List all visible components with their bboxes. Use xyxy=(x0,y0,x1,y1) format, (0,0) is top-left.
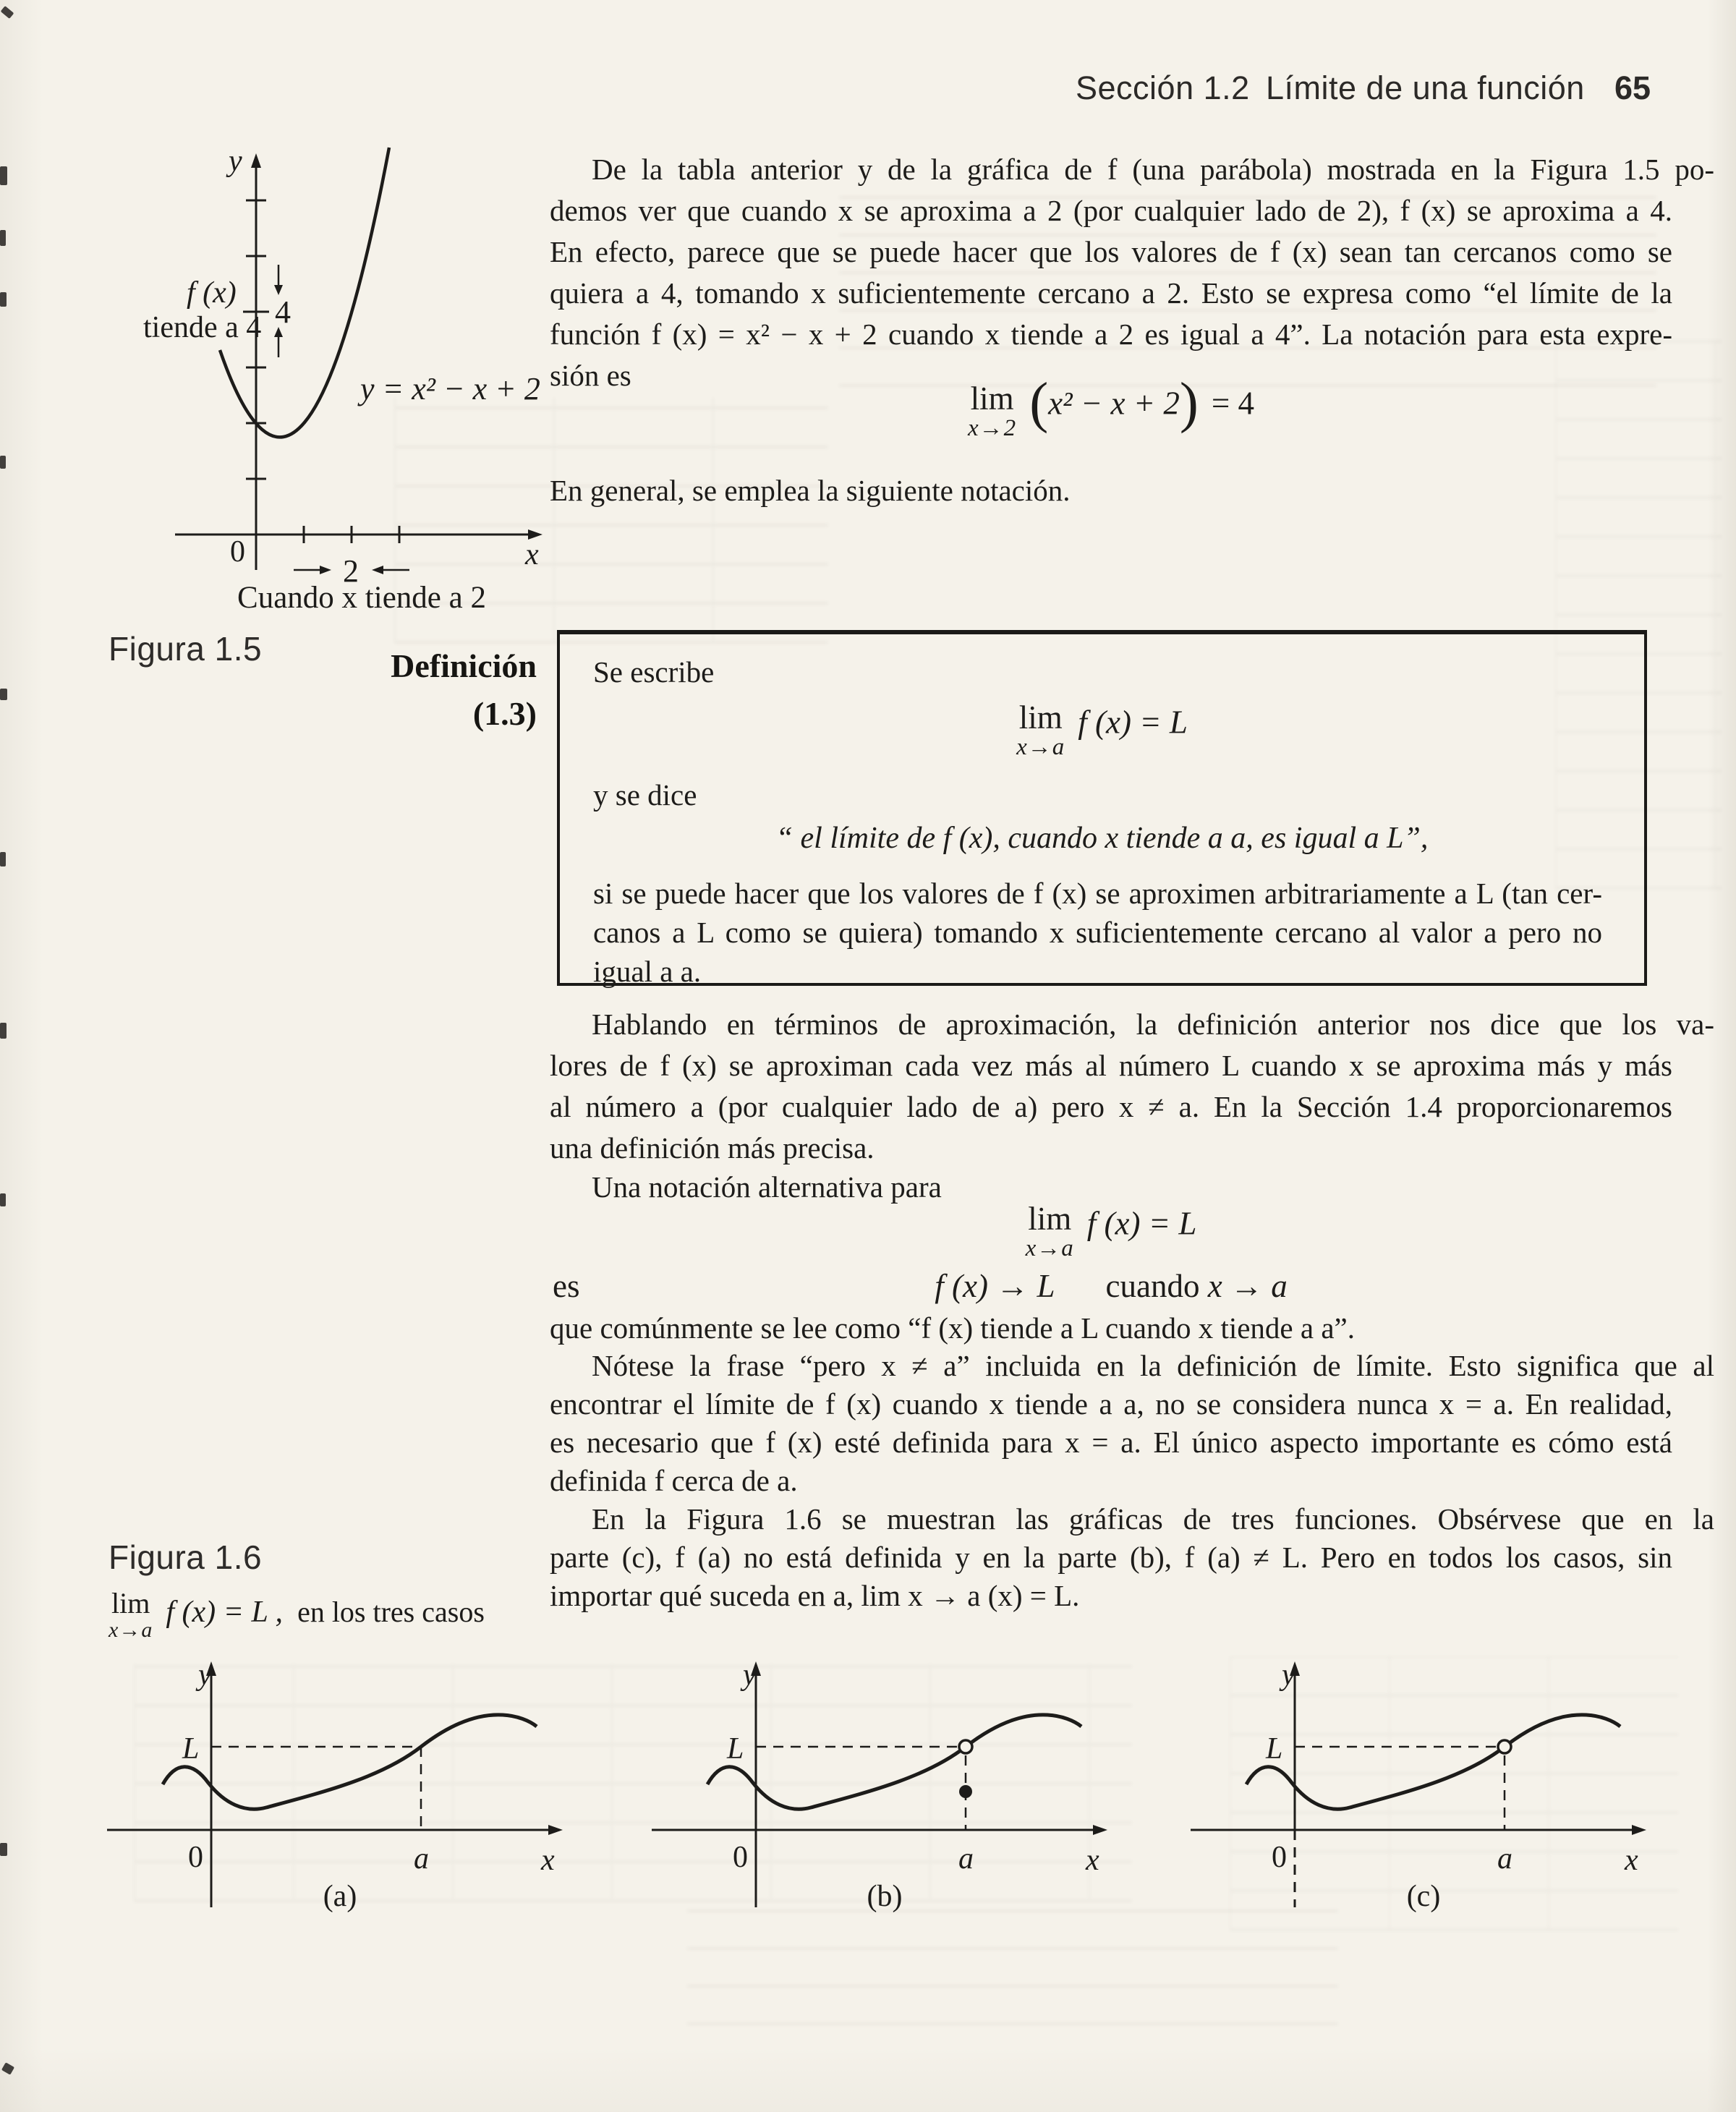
scan-artifact xyxy=(0,689,7,700)
lim-operator: lim x→a xyxy=(1016,699,1065,760)
equation-arrow-notation: es f (x) → L cuando x → a xyxy=(553,1268,1288,1304)
scan-artifact xyxy=(0,456,6,469)
page-number: 65 xyxy=(1614,69,1651,106)
definition-line: Se escribe xyxy=(593,655,715,689)
fig15-label: Figura 1.5 xyxy=(109,630,263,668)
graph-x-label: x xyxy=(1086,1844,1099,1877)
equation-limit-parabola: lim x→2 (x² − x + 2) = 4 xyxy=(968,370,1254,441)
graph-x-label: x xyxy=(1625,1844,1638,1877)
fig16-caption: lim x→a f (x) = L , en los tres casos xyxy=(109,1587,485,1642)
definition-body-line: si se puede hacer que los valores de f (x) se aproximen arbitrariamente a L (tan cer- xyxy=(593,877,1602,910)
paragraph-line: Una notación alternativa para xyxy=(592,1170,942,1204)
paragraph-line: que comúnmente se lee como “f (x) tiende a L cuando x tiende a a”. xyxy=(550,1311,1355,1345)
graph-y-label: y xyxy=(743,1658,757,1692)
graph-origin-label: 0 xyxy=(1272,1841,1287,1874)
open-point xyxy=(959,1740,972,1753)
fig16-graph-b xyxy=(639,1653,1131,1942)
paragraph-line: De la tabla anterior y de la gráfica de f (una parábola) mostrada en la Figura 1.5 po- xyxy=(592,153,1714,186)
paragraph-line: En la Figura 1.6 se muestran las gráficas de tres funciones. Obsérvese que en la xyxy=(592,1502,1714,1536)
fig16-graph-c xyxy=(1178,1653,1669,1942)
graph-a-label: a xyxy=(958,1842,974,1875)
paragraph-line: lores de f (x) se aproximan cada vez más al número L cuando x se aproxima más y más xyxy=(550,1049,1672,1082)
fig15-origin-label: 0 xyxy=(230,535,245,569)
fig16-graph-a xyxy=(94,1653,586,1942)
fig15-four-label: 4 xyxy=(275,294,291,330)
paragraph-line: Nótese la frase “pero x ≠ a” incluida en la definición de límite. Esto significa que al xyxy=(592,1349,1714,1382)
paragraph-line: al número a (por cualquier lado de a) pero x ≠ a. En la Sección 1.4 proporcionaremos xyxy=(550,1090,1672,1123)
definition-body-line: canos a L como se quiera) tomando x suficientemente cercano al valor a pero no xyxy=(593,916,1602,949)
definition-quote: “ el límite de f (x), cuando x tiende a a, es igual a L”, xyxy=(775,822,1429,855)
graph-x-label: x xyxy=(541,1844,555,1877)
paragraph-line: una definición más precisa. xyxy=(550,1131,875,1164)
paragraph-line: definida f cerca de a. xyxy=(550,1464,798,1497)
scan-artifact xyxy=(0,1023,7,1039)
definition-number: (1.3) xyxy=(472,695,537,732)
fig16-graph-b-caption: (b) xyxy=(867,1880,903,1913)
scan-artifact xyxy=(0,292,7,307)
figure-1-5-plot xyxy=(94,101,600,608)
paragraph-line: parte (c), f (a) no está definida y en la parte (b), f (a) ≠ L. Pero en todos los casos, sin xyxy=(550,1541,1672,1574)
section-title: Límite de una función xyxy=(1266,69,1585,106)
fig15-caption: Cuando x tiende a 2 xyxy=(237,581,486,615)
lim-operator: lim x→a xyxy=(109,1587,153,1642)
definition-box xyxy=(557,630,1647,986)
fig15-two-label: 2 xyxy=(343,553,359,589)
scan-artifact xyxy=(0,1193,6,1206)
paragraph-line: sión es xyxy=(550,359,631,392)
scan-artifact xyxy=(0,852,6,866)
right-paren: ) xyxy=(1179,370,1199,434)
filled-point xyxy=(959,1785,972,1798)
graph-origin-label: 0 xyxy=(188,1841,203,1874)
paragraph-line: quiera a 4, tomando x suficientemente cercano a 2. Esto se expresa como “el límite de la xyxy=(550,276,1672,310)
scan-artifact xyxy=(0,1843,7,1856)
scan-artifact xyxy=(0,166,7,185)
fig15-y-axis-label: y xyxy=(229,145,242,178)
graph-L-label: L xyxy=(182,1732,200,1766)
lim-operator: lim x→a xyxy=(1025,1201,1074,1261)
paragraph-line: encontrar el límite de f (x) cuando x tiende a a, no se considera nunca x = a. En realidad, xyxy=(550,1387,1672,1421)
left-paren: ( xyxy=(1029,370,1049,434)
equation-limit-general: lim x→a f (x) = L xyxy=(1025,1201,1197,1261)
definition-body-line: igual a a. xyxy=(593,955,702,988)
fig16-graph-c-caption: (c) xyxy=(1406,1880,1441,1913)
graph-L-label: L xyxy=(727,1732,744,1766)
scan-artifact xyxy=(1,2062,14,2074)
paragraph-line: función f (x) = x² − x + 2 cuando x tiende a 2 es igual a 4”. La notación para esta expre- xyxy=(550,318,1672,351)
section-number: Sección 1.2 xyxy=(1076,69,1250,106)
graph-a-label: a xyxy=(1497,1842,1512,1875)
lim-operator: lim x→2 xyxy=(968,380,1017,441)
es-word: es xyxy=(553,1268,580,1304)
graph-a-label: a xyxy=(414,1842,429,1875)
paragraph-line: En general, se emplea la siguiente notación. xyxy=(550,474,1071,507)
fig15-fx-label: f (x) xyxy=(187,276,237,310)
paragraph-line: Hablando en términos de aproximación, la definición anterior nos dice que los va- xyxy=(592,1008,1714,1041)
definition-label xyxy=(275,642,537,738)
paragraph-line: En efecto, parece que se puede hacer que los valores de f (x) sean tan cercanos como se xyxy=(550,235,1672,268)
paragraph-line: es necesario que f (x) esté definida para x = a. El único aspecto importante es cómo está xyxy=(550,1426,1672,1459)
graph-y-label: y xyxy=(1282,1658,1295,1692)
open-point xyxy=(1498,1740,1511,1753)
definition-word: Definición xyxy=(391,647,537,684)
paragraph-line: demos ver que cuando x se aproxima a 2 (por cualquier lado de 2), f (x) se aproxima a 4. xyxy=(550,194,1672,227)
fig16-label: Figura 1.6 xyxy=(109,1538,263,1576)
graph-L-label: L xyxy=(1266,1732,1283,1766)
definition-line: y se dice xyxy=(593,778,697,812)
fig16-graph-a-caption: (a) xyxy=(323,1880,357,1913)
scan-artifact xyxy=(1,6,14,19)
fig15-x-axis-label: x xyxy=(525,538,539,571)
scan-artifact xyxy=(0,230,6,246)
fig15-curve-equation: y = x² − x + 2 xyxy=(360,371,540,406)
graph-origin-label: 0 xyxy=(733,1841,748,1874)
definition-equation: lim x→a f (x) = L xyxy=(1016,699,1188,760)
paragraph-line: importar qué suceda en a, lim x → a (x) = L. xyxy=(550,1579,1080,1612)
fig15-tiende-label: tiende a 4 xyxy=(143,311,262,344)
graph-y-label: y xyxy=(198,1658,212,1692)
